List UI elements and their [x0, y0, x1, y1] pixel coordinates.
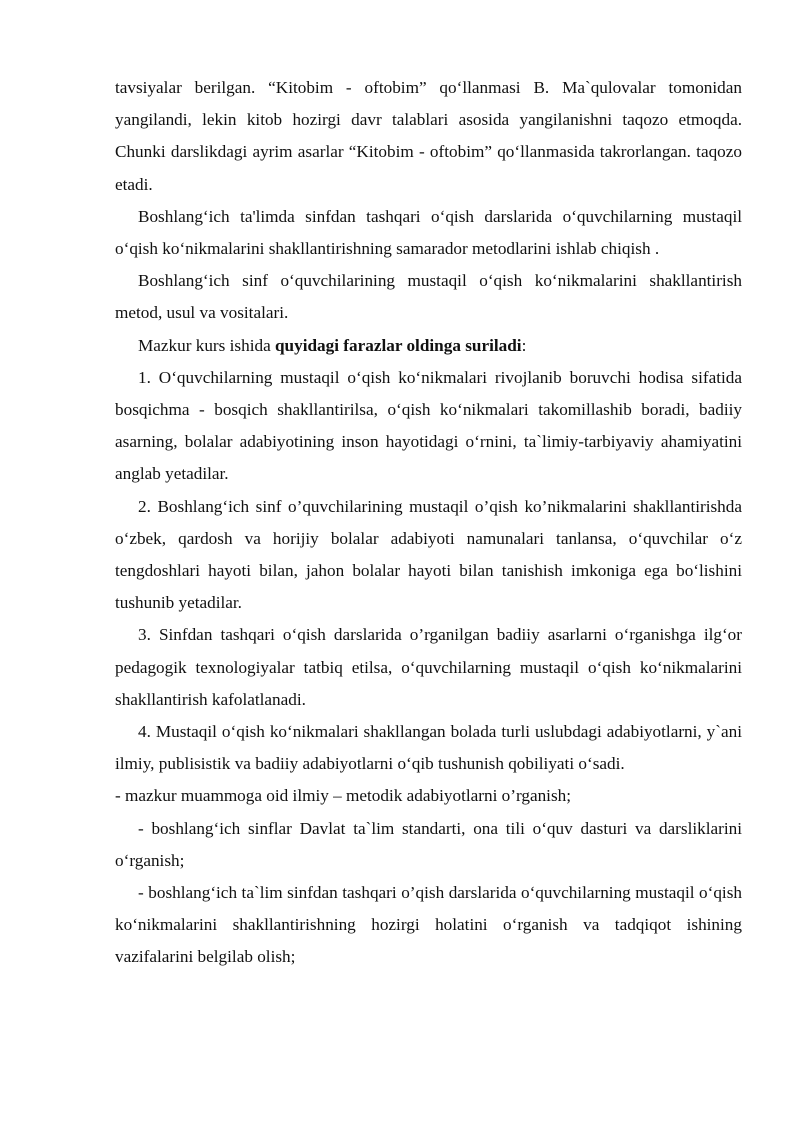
hypotheses-intro-bold: quyidagi farazlar oldinga suriladi	[275, 335, 522, 355]
hypothesis-4: 4. Mustaqil o‘qish ko‘nikmalari shakllangan bolada turli uslubdagi adabiyotlarni, y`ani ilmiy, publisistik va badiiy adabiyotlarni o‘qib tushunish qobiliyati o‘sadi.	[115, 722, 742, 774]
paragraph-object: Boshlang‘ich sinf o‘quvchilarining mustaqil o‘qish ko‘nikmalarini shakllantirish metod, usul va vositalari.	[115, 271, 742, 323]
document-page	[115, 72, 742, 974]
paragraph-hypotheses-intro	[115, 330, 742, 362]
hypothesis-2: 2. Boshlang‘ich sinf o’quvchilarining mustaqil o’qish ko’nikmalarini shakllantirishda o‘zbek, qardosh va horijiy bolalar adabiyoti namunalari tanlansa, o‘quvchilar o‘z tengdoshlari hayoti bilan, jahon bolalar hayoti bilan tanishish imkoniga ega bo‘lishini tushunib yetadilar.	[115, 496, 742, 613]
hypothesis-3: 3. Sinfdan tashqari o‘qish darslarida o’rganilgan badiiy asarlarni o‘rganishga ilg‘or pedagogik texnologiyalar tatbiq etilsa, o‘quvchilarning mustaqil o‘qish ko‘nikmalarini shakllantirish kafolatlanadi.	[115, 625, 742, 709]
hypotheses-intro-text: Mazkur kurs ishida	[138, 335, 275, 355]
paragraph-continuation: tavsiyalar berilgan. “Kitobim - oftobim” qo‘llanmasi B. Ma`qulovalar tomonidan yangilandi, lekin kitob hozirgi davr talablari asosida yangilanishni taqozo etmoqda. Chunki darslikdagi ayrim asarlar “Kitobim - oftobim” qo‘llanmasida takrorlangan. taqozo etadi.	[115, 78, 742, 194]
task-item-3: - boshlang‘ich ta`lim sinfdan tashqari o’qish darslarida o‘quvchilarning mustaqil o‘qish ko‘nikmalarini shakllantirishning hozirgi holatini o‘rganish va tadqiqot ishining vazifalarini belgilab olish;	[115, 883, 742, 967]
paragraph-goal: Boshlang‘ich ta'limda sinfdan tashqari o‘qish darslarida o‘quvchilarning mustaqil o‘qish ko‘nikmalarini shakllantirishning samarador metodlarini ishlab chiqish .	[115, 206, 742, 259]
hypothesis-1: 1. O‘quvchilarning mustaqil o‘qish ko‘nikmalari rivojlanib boruvchi hodisa sifatida bosqichma - bosqich shakllantirilsa, o‘qish ko‘nikmalari takomillashib boradi, badiiy asarning, bolalar adabiyotining inson hayotidagi o‘rnini, ta`limiy-tarbiyaviy ahamiyatini anglab yetadilar.	[115, 367, 742, 484]
task-item-1: - mazkur muammoga oid ilmiy – metodik adabiyotlarni o’rganish;	[115, 786, 572, 806]
hypotheses-intro-colon: :	[521, 335, 527, 355]
task-item-2: - boshlang‘ich sinflar Davlat ta`lim standarti, ona tili o‘quv dasturi va darsliklarini o‘rganish;	[115, 818, 742, 870]
